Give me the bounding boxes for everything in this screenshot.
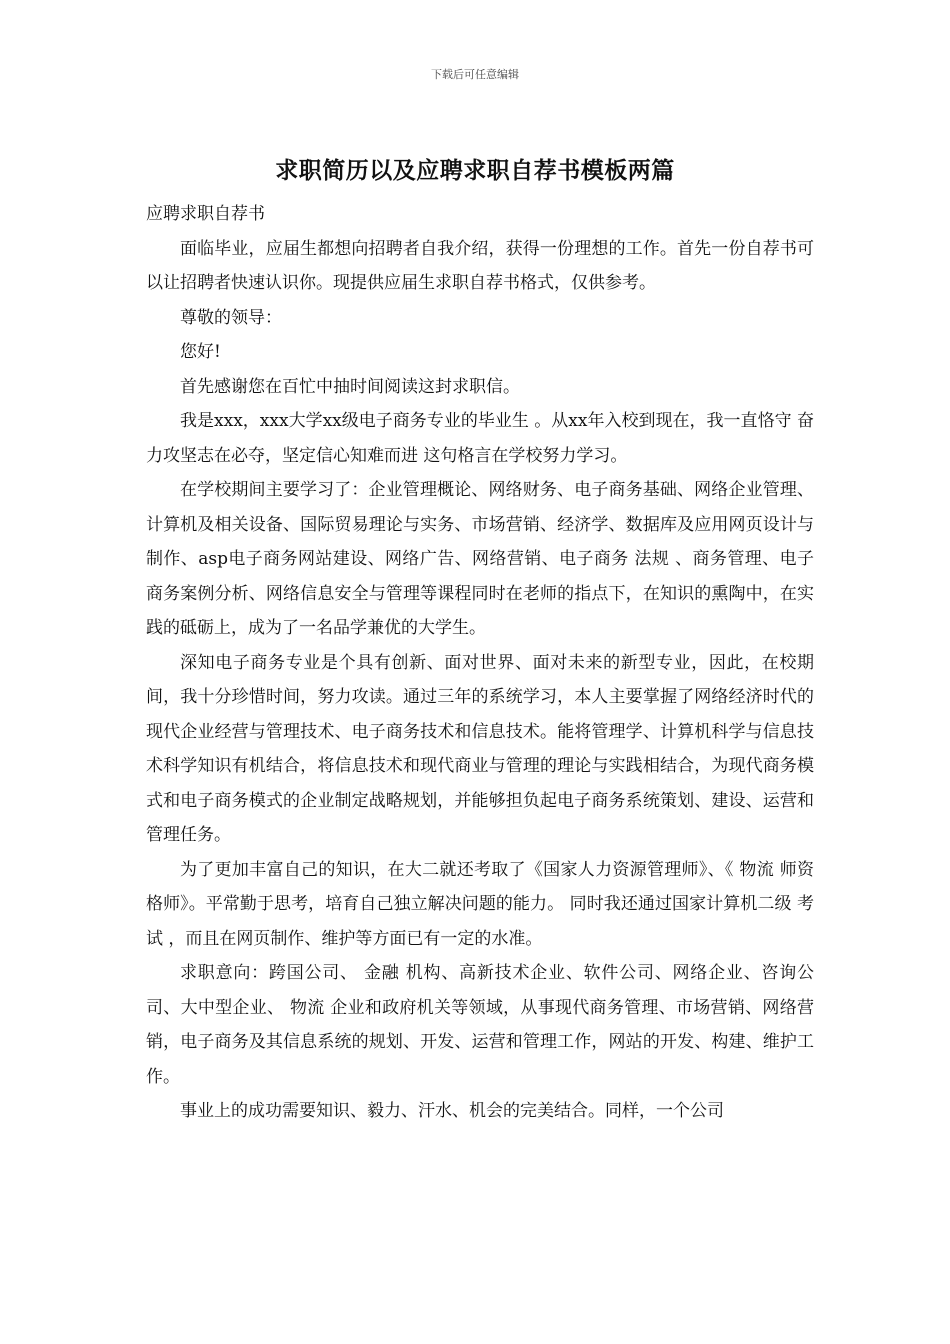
body-paragraph: 我是xxx，xxx大学xx级电子商务专业的毕业生 。从xx年入校到现在，我一直恪守 奋力攻坚志在必夺，坚定信心知难而进 这句格言在学校努力学习。 <box>146 411 814 466</box>
document-body <box>146 197 814 1129</box>
body-paragraph: 深知电子商务专业是个具有创新、面对世界、面对未来的新型专业，因此，在校期间，我十分珍惜时间，努力攻读。通过三年的系统学习，本人主要掌握了网络经济时代的现代企业经营与管理技术、电子商务技术和信息技术。能将管理学、计算机科学与信息技术科学知识有机结合，将信息技术和现代商业与管理的理论与实践相结合，为现代商务模式和电子商务模式的企业制定战略规划，并能够担负起电子商务系统策划、建设、运营和管理任务。 <box>146 652 814 845</box>
document-title: 求职简历以及应聘求职自荐书模板两篇 <box>275 158 675 184</box>
page-header-note: 下载后可任意编辑 <box>431 68 519 81</box>
body-paragraph: 求职意向：跨国公司、 金融 机构、高新技术企业、软件公司、网络企业、咨询公司、大中型企业、 物流 企业和政府机关等领域，从事现代商务管理、市场营销、网络营销，电子商务及其信息系统的规划、开发、运营和管理工作，网站的开发、构建、维护工作。 <box>146 963 814 1087</box>
body-paragraph: 首先感谢您在百忙中抽时间阅读这封求职信。 <box>180 376 520 397</box>
salutation: 尊敬的领导： <box>180 307 282 328</box>
body-paragraph: 事业上的成功需要知识、毅力、汗水、机会的完美结合。同样，一个公司 <box>180 1101 724 1121</box>
intro-paragraph: 面临毕业，应届生都想向招聘者自我介绍，获得一份理想的工作。首先一份自荐书可以让招聘者快速认识你。现提供应届生求职自荐书格式，仅供参考。 <box>146 238 814 293</box>
body-paragraph: 为了更加丰富自己的知识，在大二就还考取了《国家人力资源管理师》、《 物流 师资格师》。平常勤于思考，培育自己独立解决问题的能力。 同时我还通过国家计算机二级 考试 ，而且在网页制作、维护等方面已有一定的水准。 <box>146 859 814 949</box>
body-paragraph: 在学校期间主要学习了：企业管理概论、网络财务、电子商务基础、网络企业管理、计算机及相关设备、国际贸易理论与实务、市场营销、经济学、数据库及应用网页设计与制作、asp电子商务网站建设、网络广告、网络营销、电子商务 法规 、商务管理、电子商务案例分析、网络信息安全与管理等课程同时在老师的指点下，在知识的熏陶中，在实践的砥砺上，成为了一名品学兼优的大学生。 <box>146 480 814 638</box>
greeting: 您好! <box>180 342 221 362</box>
section-heading: 应聘求职自荐书 <box>146 204 265 224</box>
